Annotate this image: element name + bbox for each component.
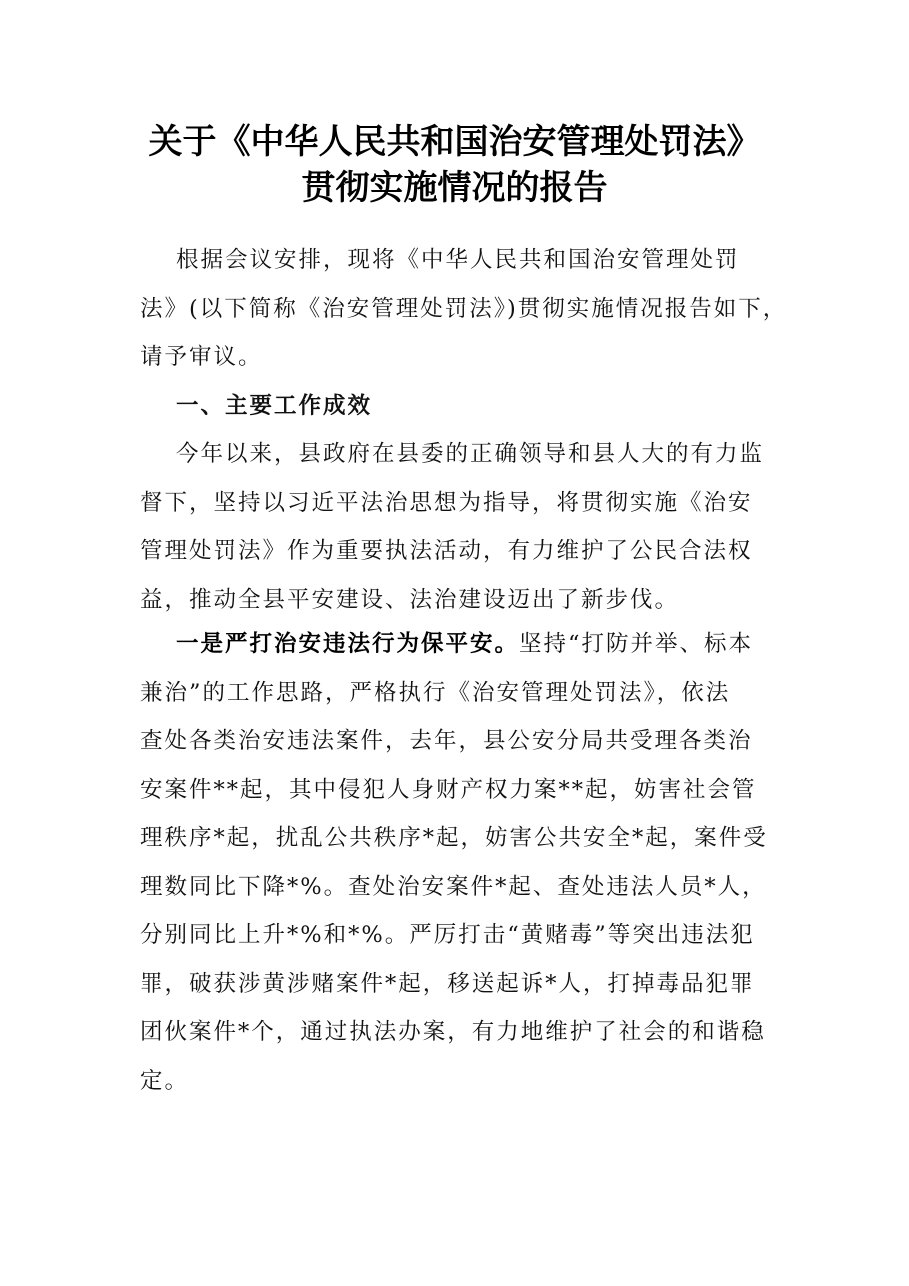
paragraph-line: 理数同比下降*%。查处治安案件*起、查处违法人员*人， [140, 873, 767, 900]
point-1-paragraph [140, 620, 780, 1105]
document-title-line-2: 贯彻实施情况的报告 [301, 168, 608, 208]
paragraph-line: 团伙案件*个，通过执法办案，有力地维护了社会的和谐稳 [140, 1019, 766, 1045]
section-heading: 一、主要工作成效 [176, 393, 373, 419]
intro-paragraph [140, 236, 788, 382]
point-1-first-line-rest: 坚持“打防并举、标本 [519, 631, 754, 657]
intro-line: 请予审议。 [140, 344, 263, 370]
paragraph-line [140, 620, 780, 669]
paragraph-line: 罪，破获涉黄涉赌案件*起，移送起诉*人，打掉毒品犯罪 [140, 970, 755, 997]
paragraph-line: 今年以来，县政府在县委的正确领导和县人大的有力监 [176, 441, 765, 467]
paragraph-line: 查处各类治安违法案件，去年，县公安分局共受理各类治 [140, 728, 753, 754]
paragraph-line: 安案件**起，其中侵犯人身财产权力案**起，妨害社会管 [140, 776, 757, 803]
intro-line: 根据会议安排，现将《中华人民共和国治安管理处罚 [176, 247, 740, 273]
section-1-heading-block [140, 382, 780, 431]
paragraph-line: 定。 [140, 1067, 190, 1094]
paragraph-line: 理秩序*起，扰乱公共秩序*起，妨害公共安全*起，案件受 [140, 825, 768, 851]
paragraph-line: 分别同比上升*%和*%。严厉打击“黄赌毒”等突出违法犯 [140, 922, 755, 948]
section-1-paragraph [140, 430, 780, 624]
paragraph-line: 管理处罚法》作为重要执法活动，有力维护了公民合法权 [140, 538, 753, 564]
paragraph-line: 益，推动全县平安建设、法治建设迈出了新步伐。 [140, 586, 680, 613]
intro-line: 法》(以下简称《治安管理处罚法》)贯彻实施情况报告如下， [140, 295, 788, 322]
point-1-lead: 一是严打治安违法行为保平安。 [176, 631, 520, 657]
paragraph-line: 兼治”的工作思路，严格执行《治安管理处罚法》，依法 [140, 679, 731, 706]
paragraph-line: 督下，坚持以习近平法治思想为指导，将贯彻实施《治安 [140, 489, 753, 516]
document-title-line-1: 关于《中华人民共和国治安管理处罚法》 [148, 122, 761, 162]
